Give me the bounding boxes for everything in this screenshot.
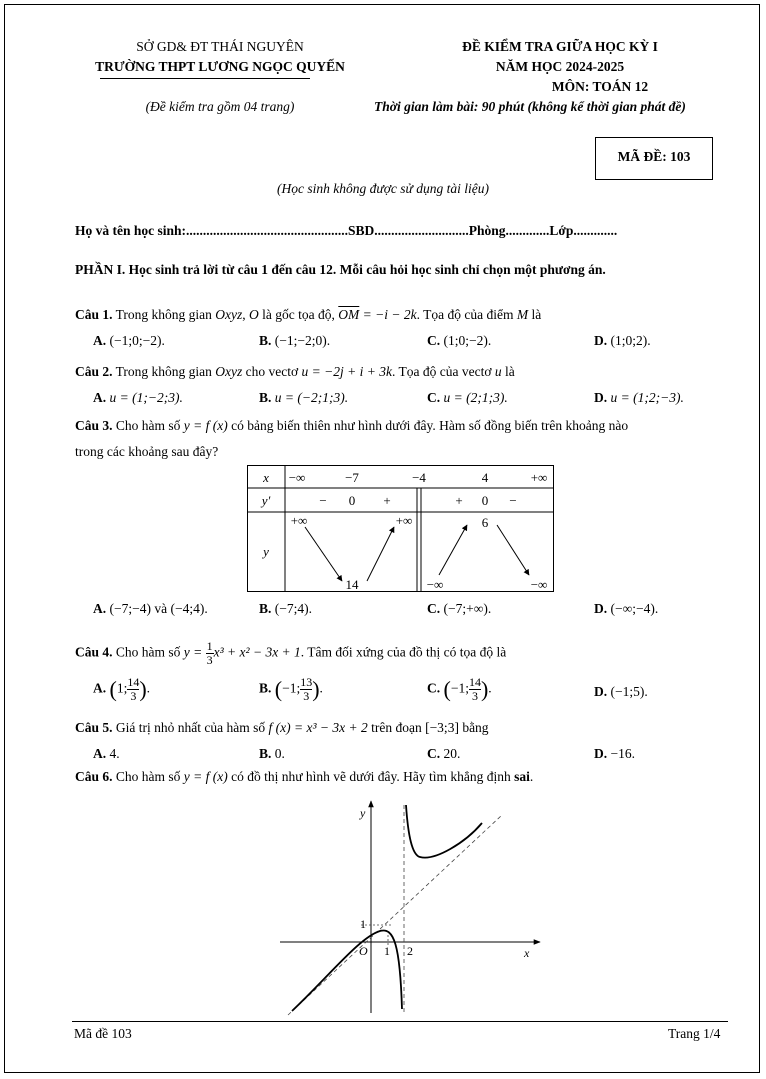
q4-b-pre: −1; [282, 680, 301, 696]
school-underline [100, 78, 310, 79]
q4-frac [206, 640, 214, 667]
q4-b-num: 13 [300, 675, 313, 689]
vt-arrow-4 [497, 525, 529, 575]
vt-x-2: −4 [412, 470, 426, 485]
q6-label: Câu 6. [75, 769, 113, 784]
vt-sign-3: + [455, 493, 463, 508]
q2-option-b[interactable] [259, 390, 348, 406]
q5-expr: f (x) = x³ − 3x + 2 [268, 720, 368, 735]
q4-frac-den: 3 [206, 653, 213, 667]
vt-y-4: 6 [481, 515, 489, 530]
q1-b-letter: B. [259, 333, 272, 348]
graph-origin-label: O [359, 944, 368, 958]
q1-c-letter: C. [427, 333, 441, 348]
q2-stem [75, 364, 515, 380]
q4-b-den: 3 [303, 689, 310, 703]
exam-code-box [595, 137, 713, 180]
vt-sign-1: 0 [348, 493, 356, 508]
q5-d-letter: D. [594, 746, 608, 761]
vt-sign-0: − [319, 493, 327, 508]
q2-a-text: u = (1;−2;3). [109, 390, 183, 405]
q1-text-a: Trong không gian [115, 307, 212, 322]
q4-label: Câu 4. [75, 644, 113, 660]
q5-text-a: Giá trị nhỏ nhất của hàm số [115, 720, 266, 735]
q5-c-text: 20. [443, 746, 461, 761]
vt-sign-2: + [383, 493, 391, 508]
vt-x-0: −∞ [288, 470, 306, 485]
q1-stem [75, 307, 541, 323]
q2-d-text: u = (1;2;−3). [610, 390, 684, 405]
q6-bold-word: sai [514, 769, 530, 784]
q3-option-b[interactable] [259, 601, 312, 617]
student-info-line: Họ và tên học sinh:................................................SBD............................Phòng.............Lớp............. [75, 223, 618, 238]
q3-text-b: có bảng biến thiên như hình dưới đây. Hàm số đồng biến trên khoảng nào [231, 418, 629, 433]
q2-text-a: Trong không gian [115, 364, 212, 379]
exam-title: ĐỀ KIỂM TRA GIỮA HỌC KỲ I [462, 39, 658, 54]
q2-c-letter: C. [427, 390, 441, 405]
q1-o: O [249, 307, 259, 322]
q3-option-c[interactable] [427, 601, 491, 617]
q4-c-pre: −1; [450, 680, 469, 696]
q3-stem-cont: trong các khoảng sau đây? [75, 444, 219, 459]
time-note: Thời gian làm bài: 90 phút (không kể thời gian phát đề) [374, 99, 686, 114]
q1-expr: = −i − 2k [362, 307, 417, 322]
vt-x-label: x [263, 470, 269, 485]
q1-a-text: (−1;0;−2). [109, 333, 165, 348]
vt-x-3: 4 [481, 470, 489, 485]
q4-c-den: 3 [471, 689, 478, 703]
q3-label: Câu 3. [75, 418, 113, 433]
q4-option-d[interactable] [594, 684, 648, 700]
q5-a-text: 4. [109, 746, 120, 761]
q2-c-text: u = (2;1;3). [443, 390, 508, 405]
q2-d-letter: D. [594, 390, 608, 405]
vt-sign-4: 0 [481, 493, 489, 508]
graph-left-branch [292, 930, 402, 1011]
pages-note: (Đề kiểm tra gồm 04 trang) [145, 99, 295, 114]
q1-c-text: (1;0;−2). [443, 333, 492, 348]
q2-b-letter: B. [259, 390, 272, 405]
q2-option-a[interactable] [93, 390, 183, 406]
exam-code: MÃ ĐỀ: 103 [617, 149, 691, 164]
q3-option-a[interactable] [93, 601, 208, 617]
q1-d-text: (1;0;2). [610, 333, 651, 348]
q2-expr: u = −2j + i + 3k [301, 364, 392, 379]
q1-vec: $\overline{OM}$ [338, 307, 360, 322]
q1-option-d[interactable] [594, 333, 651, 349]
q2-u: u [494, 364, 502, 379]
q1-text-e: là [531, 307, 542, 322]
vt-yp-label: y′ [261, 493, 271, 508]
function-graph [270, 795, 550, 1017]
graph-tick-2: 2 [407, 944, 413, 958]
graph-x-label: x [524, 946, 530, 960]
subject: MÔN: TOÁN 12 [551, 79, 649, 94]
q1-text-c: là gốc tọa độ, [262, 307, 335, 322]
vt-x-4: +∞ [530, 470, 548, 485]
q4-option-a[interactable]: A. (1; $\frac{14}{3}$ ). [93, 675, 151, 703]
vt-y-2: +∞ [395, 513, 413, 528]
q4-a-num: 14 [127, 675, 140, 689]
q1-d-letter: D. [594, 333, 608, 348]
q1-option-b[interactable] [259, 333, 330, 349]
q4-text-b: . Tâm đối xứng của đồ thị có tọa độ là [300, 644, 507, 660]
q1-m: M [516, 307, 529, 322]
school-name: TRƯỜNG THPT LƯƠNG NGỌC QUYẾN [95, 59, 345, 74]
q5-option-d[interactable] [594, 746, 635, 762]
q5-label: Câu 5. [75, 720, 113, 735]
q1-option-c[interactable] [427, 333, 491, 349]
q2-oxyz: Oxyz [215, 364, 243, 379]
q5-option-b[interactable] [259, 746, 285, 762]
graph-right-branch [406, 805, 482, 858]
school-year: NĂM HỌC 2024-2025 [495, 59, 625, 74]
q1-option-a[interactable] [93, 333, 165, 349]
q2-option-d[interactable] [594, 390, 684, 406]
no-docs-note: (Học sinh không được sử dụng tài liệu) [276, 181, 490, 196]
vt-x-1: −7 [345, 470, 359, 485]
q3-c-text: (−7;+∞). [443, 601, 492, 616]
q4-c-end: . [488, 680, 492, 696]
graph-oblique-asymptote [288, 815, 502, 1015]
q5-option-a[interactable] [93, 746, 120, 762]
footer-page: Trang 1/4 [668, 1026, 721, 1041]
q4-expr-y: y = [183, 644, 203, 660]
q4-d-letter: D. [594, 684, 608, 699]
q3-b-letter: B. [259, 601, 272, 616]
q3-b-text: (−7;4). [274, 601, 312, 616]
q5-stem [75, 720, 489, 736]
q1-text-d: . Tọa độ của điểm [416, 307, 514, 322]
vt-arrow-2 [367, 527, 394, 581]
q3-a-letter: A. [93, 601, 107, 616]
graph-ytick-1: 1 [360, 917, 366, 931]
q4-b-end: . [319, 680, 323, 696]
q4-expr-rest: x³ + x² − 3x + 1 [213, 644, 301, 660]
vt-y-5: −∞ [530, 577, 548, 592]
q1-a-letter: A. [93, 333, 107, 348]
vt-y-3: −∞ [426, 577, 444, 592]
q5-d-text: −16. [610, 746, 635, 761]
dept-name: SỞ GD& ĐT THÁI NGUYÊN [136, 39, 304, 54]
q5-text-c: bằng [462, 720, 489, 735]
q1-text-b: , [242, 307, 246, 322]
q5-b-letter: B. [259, 746, 272, 761]
q4-c-num: 14 [468, 675, 481, 689]
q3-option-d[interactable] [594, 601, 658, 617]
q4-c-letter: C. [427, 680, 441, 696]
q4-a-pre: 1; [116, 680, 128, 696]
q4-b-letter: B. [259, 680, 272, 696]
q4-a-end: . [146, 680, 151, 696]
q1-oxyz: Oxyz [215, 307, 243, 322]
q5-option-c[interactable] [427, 746, 460, 762]
q4-stem [75, 640, 506, 667]
q2-b-text: u = (−2;1;3). [274, 390, 349, 405]
vt-arrow-3 [439, 525, 467, 575]
q3-fx: y = f (x) [183, 418, 228, 433]
vt-y-label: y [263, 544, 269, 559]
q2-text-c: . Tọa độ của vectơ [391, 364, 492, 379]
vt-y-0: +∞ [290, 513, 308, 528]
q6-stem [75, 769, 533, 785]
q1-label: Câu 1. [75, 307, 113, 322]
variation-table [247, 465, 555, 593]
q2-option-c[interactable] [427, 390, 508, 406]
q4-option-b[interactable]: B. (−1; $\frac{13}{3}$ ). [259, 675, 323, 703]
vt-y-1: 14 [345, 577, 359, 592]
q6-text-b: có đồ thị như hình vẽ dưới đây. Hãy tìm khẳng định [231, 769, 511, 784]
vt-arrow-1 [305, 527, 342, 581]
q5-text-b: trên đoạn [371, 720, 422, 735]
q5-interval: [−3;3] [425, 720, 459, 735]
q4-a-den: 3 [130, 689, 137, 703]
vt-sign-5: − [509, 493, 517, 508]
q3-c-letter: C. [427, 601, 441, 616]
graph-tick-1: 1 [384, 944, 390, 958]
q4-frac-num: 1 [206, 639, 213, 653]
q4-a-letter: A. [93, 680, 107, 696]
footer-code: Mã đề 103 [74, 1026, 132, 1041]
q2-a-letter: A. [93, 390, 107, 405]
q2-text-b: cho vectơ [245, 364, 299, 379]
q3-d-text: (−∞;−4). [610, 601, 659, 616]
q4-d-text: (−1;5). [610, 684, 648, 699]
q3-text-a: Cho hàm số [115, 418, 181, 433]
q6-fx: y = f (x) [183, 769, 228, 784]
q4-text-a: Cho hàm số [115, 644, 181, 660]
graph-y-label: y [360, 806, 366, 820]
q6-text-a: Cho hàm số [115, 769, 181, 784]
q1-b-text: (−1;−2;0). [274, 333, 331, 348]
q3-a-text: (−7;−4) và (−4;4). [109, 601, 208, 616]
part1-heading: PHẦN I. Học sinh trả lời từ câu 1 đến câu 12. Mỗi câu hỏi học sinh chỉ chọn một phương án. [75, 262, 606, 277]
q2-text-d: là [504, 364, 515, 379]
q5-a-letter: A. [93, 746, 107, 761]
q3-d-letter: D. [594, 601, 608, 616]
q4-option-c[interactable]: C. (−1; $\frac{14}{3}$ ). [427, 675, 492, 703]
q5-c-letter: C. [427, 746, 441, 761]
q3-stem [75, 418, 628, 434]
q5-b-text: 0. [274, 746, 285, 761]
q6-text-c: . [529, 769, 534, 784]
footer-rule [72, 1021, 728, 1022]
q2-label: Câu 2. [75, 364, 113, 379]
